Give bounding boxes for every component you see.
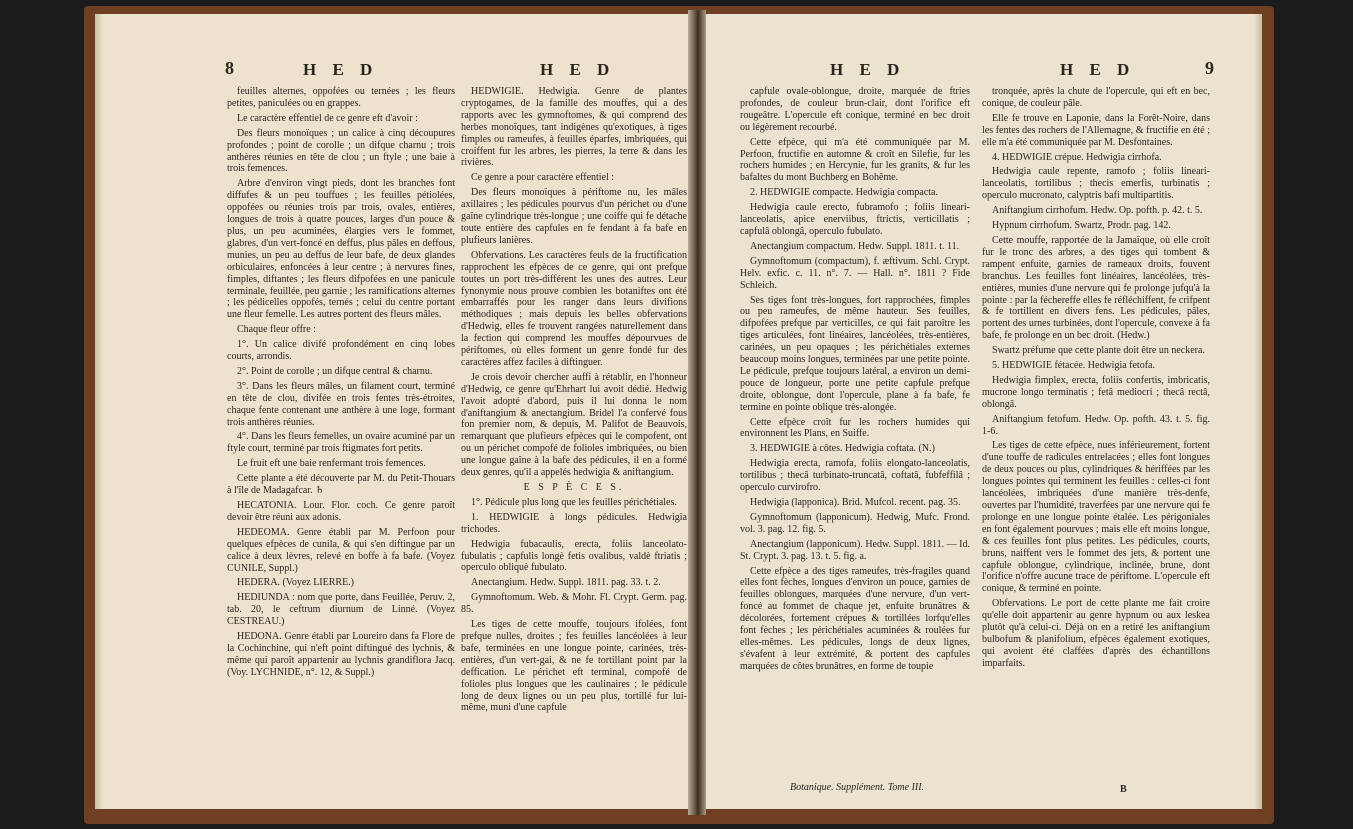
- paragraph: Les tiges de cette efpèce, nues inférieurement, fortent d'une touffe de radicules entrelacées ; elles font longues de deux pouces ou plus, cylindriques & hériffées par les longues pointes qui terminent les feuilles : celles-ci font lancéolées, imbriquées d'une manière très-denfe, ouvertes par l'humidité, traverfées par une nervure qui fe prolonge en une longue pointe étalée. Les périgoniales en font également pourvues ; mais elle eft moins longue, & ces feuilles font plus petites. Les pédicules, courts, bruns, naiffent vers le fommet des jets, & portent une capfule oblongue, cylindrique, inclinée, brune, dont l'orifice n'offre aucune trace de périftome. L'opercule eft conique, & terminé en pointe.: [982, 440, 1210, 595]
- paragraph: Des fleurs monoïques à périftome nu, les mâles axillaires ; les pédicules pourvus d'un périchet ou d'une gaîne cylindrique très-longue ; une coiffe qui fe détache toute entière des capfules en fe fendant à fa bafe en plufieurs lanières.: [461, 187, 687, 246]
- left-page-edge: [95, 14, 103, 809]
- paragraph: Le fruit eft une baie renfermant trois femences.: [237, 458, 426, 470]
- paragraph: 1. HEDWIGIE à longs pédicules. Hedwigia trichodes.: [461, 511, 687, 535]
- right-page-column-2: [982, 86, 1210, 673]
- paragraph: 1°. Pédicule plus long que les feuilles périchétiales.: [471, 496, 677, 508]
- paragraph: 4°. Dans les fleurs femelles, un ovaire acuminé par un ftyle court, terminé par trois ftigmates fort petits.: [227, 431, 455, 455]
- paragraph: Hedwigia caule erecto, fubramofo ; foliis lineari-lanceolatis, apice enerviibus, ftrictis, verticillatis ; capfulâ oblongâ, operculo fubulato.: [740, 202, 970, 237]
- paragraph: Les tiges de cette mouffe, toujours ifolées, font prefque nulles, droites ; fes feuilles lancéolées à leur bafe, terminées en une longue pointe, carinées, très-entières, d'un vert-gai, & ne fe tortillant point par la deffication. Le périchet eft terminal, compofé de folioles plus longues que les caulinaires ; le pédicule long de deux lignes ou un peu plus, tortillé fur lui-même, muni d'une capfule: [461, 619, 687, 714]
- paragraph: 5. HEDWIGIE fétacée. Hedwigia fetofa.: [992, 360, 1155, 372]
- paragraph: Le caractère effentiel de ce genre eft d'avoir :: [237, 112, 418, 124]
- paragraph: Anectangium (lapponicum). Hedw. Suppl. 1811. — Id. St. Crypt. 3. pag. 13. t. 5. fig. a.: [740, 538, 970, 562]
- paragraph: 3°. Dans les fleurs mâles, un filament court, terminé en tête de clou, divifée en trois fentes très-étroites, chaque fente contenant une anthère à une loge, formant trois anthères réunies.: [227, 380, 455, 428]
- paragraph: HECATONIA. Lour. Flor. coch. Ce genre paroît devoir être réuni aux adonis.: [227, 500, 455, 523]
- left-page-column-1: [227, 86, 455, 682]
- paragraph: Cette plante a été découverte par M. du Petit-Thouars à l'île de Madagafcar. ♄: [227, 473, 455, 497]
- paragraph: Hedwigia erecta, ramofa, foliis elongato-lanceolatis, tortilibus ; thecâ turbinato-truncatâ, coftatâ, fubfeffilâ ; operculo curvirofro.: [740, 458, 970, 494]
- book-gutter: [688, 10, 706, 815]
- paragraph: Anectangium compactum. Hedw. Suppl. 1811. t. 11.: [750, 240, 960, 252]
- paragraph: HEDWIGIE. Hedwigia. Genre de plantes cryptogames, de la famille des mouffes, qui a des rapports avec les gymnoftomes, & qui comprend des herbes monoïques, tant indigènes qu'exotiques, à tiges fimples ou rameufes, à feuilles éparfes, imbriquées, qui croiffent fur les arbres, les pierres, la terre & dans les rivières.: [461, 86, 687, 169]
- paragraph: HEDERA. (Voyez LIERRE.): [237, 577, 355, 589]
- paragraph: Gymnoftomum. Web. & Mohr. Fl. Crypt. Germ. pag. 85.: [461, 592, 687, 616]
- paragraph: Obfervations. Les caractères feuls de la fructification rapprochent les efpèces de ce genre, qui ont prefque toutes un port très-différent les unes des autres. Leur fynonymie nous prouve combien les botaniftes ont été embarraffés pour les ranger dans leurs divifions méthodiques ; mais depuis les belles obfervations d'Hedwig, elles fe trouvent rangées naturellement dans la fection qui comprend les mouffes dépourvues de périftomes, où elles forment un genre fondé fur des caractères affez faciles à diftinguer.: [461, 249, 687, 368]
- paragraph: tronquée, après la chute de l'opercule, qui eft en bec, conique, de couleur pâle.: [982, 86, 1210, 109]
- right-page-column-1: [740, 86, 970, 676]
- paragraph: Anectangium. Hedw. Suppl. 1811. pag. 33. t. 2.: [471, 577, 661, 589]
- paragraph: Hedwigia fubacaulis, erecta, foliis lanceolato-fubulatis ; capfulis longè fetis ovalibus, valdè ftriatis ; operculo obliquè fubulato.: [461, 538, 687, 574]
- paragraph: Hedwigia (lapponica). Brid. Mufcol. recent. pag. 35.: [750, 497, 961, 508]
- page-footer: Botanique. Supplément. Tome III.: [790, 782, 925, 793]
- running-header-right-col2: H E D: [1060, 60, 1136, 79]
- paragraph: E S P È C E S.: [523, 482, 625, 493]
- paragraph: Gymnoftomum (lapponicum). Hedwig, Mufc. Frond. vol. 3. pag. 12. fig. 5.: [740, 511, 970, 535]
- paragraph: Cette efpèce croît fur les rochers humides qui environnent les Plans, en Suiffe.: [740, 416, 970, 440]
- page-number-left: 8: [225, 58, 234, 78]
- paragraph: HEDIUNDA : nom que porte, dans Feuillée, Peruv. 2, tab. 20, le ceftrum diurnum de Linné. (Voyez CESTREAU.): [227, 592, 455, 628]
- paragraph: Ses tiges font très-longues, fort rapprochées, fimples ou peu rameufes, de même hauteur. Ses feuilles, difpofées prefque par verticilles, ce qui fait paroître les tiges articulées, font linéaires, lancéolées, très-entières, carinées, un peu opaques ; les périchétiales externes beaucoup moins longues, terminées par une petite pointe. Le pédicule, prefque toujours latéral, a environ un demi-pouce de longueur, porte une petite capfule prefque droite, oblongue, dont l'opercule, plane à fa bafe, fe termine en pointe oblique très-alongée.: [740, 294, 970, 413]
- left-page: [95, 14, 691, 809]
- paragraph: 2. HEDWIGIE compacte. Hedwigia compacta.: [750, 187, 938, 199]
- paragraph: Hedwigia caule repente, ramofo ; foliis lineari-lanceolatis, tortilibus ; thecis emerfis, turbinatis ; operculo mucronato, calyptris bafi multipartitis.: [982, 166, 1210, 202]
- paragraph: Hedwigia fimplex, erecta, foliis confertis, imbricatis, mucrone longo terminatis ; fetâ mediocri ; thecâ rectâ, oblongâ.: [982, 374, 1210, 410]
- right-page: [700, 14, 1262, 809]
- paragraph: Elle fe trouve en Laponie, dans la Forêt-Noire, dans les fentes des rochers de l'Allemagne, & fructifie en été ; elle m'a été communiquée par M. Desfontaines.: [982, 112, 1210, 148]
- paragraph: Je crois devoir chercher auffi à rétablir, en l'honneur d'Hedwig, ce genre qu'Ehrhart lui avoit dédié. Hedwig l'avoit adopté d'abord, puis il lui donna le nom d'aniftangium & anectangium. Bridel l'a confervé fous fon premier nom, & depuis, M. Palifot de Beauvois, remarquant que plufieurs efpèces qui le compofent, ont ou un périchet compofé de folioles imbriquées, ou bien une longue gaîne à la bafe des pédicules, il en a formé deux genres, qu'il a appelés hedwigia & aniftangium.: [461, 371, 687, 479]
- paragraph: Cette efpèce a des tiges rameufes, très-fragiles quand elles font fèches, longues d'environ un pouce, garnies de feuilles oblongues, marquées d'une nervure, d'un vert-foncé au fommet de chaque jet, enfuite brunâtres & décolorées, fortement crépues & tortillées lorfqu'elles font fèches ; les périchétiales acuminées & roulées fur elles-mêmes. Les pédicules, longs de deux lignes, s'évafent à leur extrémité, & portent des capfules marquées de côtes brunâtres, en forme de toupie: [740, 565, 970, 672]
- running-header-left-col2: H E D: [540, 60, 616, 79]
- signature-mark: B: [1120, 784, 1127, 795]
- paragraph: Chaque fleur offre :: [237, 324, 316, 336]
- paragraph: Aniftangium fetofum. Hedw. Op. pofth. 43. t. 5. fig. 1-6.: [982, 413, 1210, 437]
- paragraph: 1°. Un calice divifé profondément en cinq lobes courts, arrondis.: [227, 339, 455, 363]
- running-header-right-col1: H E D: [830, 60, 906, 79]
- paragraph: Des fleurs monoïques ; un calice à cinq découpures profondes ; point de corolle ; un difque charnu ; trois anthères réunies en tête de clou ; un ftyle ; une baie à trois femences.: [227, 127, 455, 175]
- paragraph: Swartz préfume que cette plante doit être un neckera.: [992, 345, 1205, 357]
- paragraph: Cette efpèce, qui m'a été communiquée par M. Perfoon, fructifie en automne & croît en Silefie, fur les rochers humides ; en Hercynie, fur les granits, & fur les bafaltes du mont Buchberg en Bohême.: [740, 136, 970, 184]
- page-number-right: 9: [1205, 58, 1214, 78]
- paragraph: 4. HEDWIGIE crépue. Hedwigia cirrhofa.: [992, 151, 1162, 163]
- paragraph: feuilles alternes, oppofées ou ternées ; les fleurs petites, paniculées ou en grappes.: [227, 86, 455, 109]
- paragraph: capfule ovale-oblongue, droite, marquée de ftries profondes, de couleur brun-clair, dont l'orifice eft rougeâtre. L'opercule eft conique, terminé en bec droit ou légèrement recourbé.: [740, 86, 970, 133]
- right-page-edge: [1254, 14, 1262, 809]
- paragraph: Gymnoftomum (compactum), f. æftivum. Schl. Crypt. Helv. exfic. c. 11. n°. 7. — Hall. n°. 1811 ? Fide Schleich.: [740, 255, 970, 291]
- paragraph: Aniftangium cirrhofum. Hedw. Op. pofth. p. 42. t. 5.: [992, 205, 1203, 217]
- paragraph: Hypnum cirrhofum. Swartz, Prodr. pag. 142.: [992, 220, 1171, 232]
- running-header-left-col1: H E D: [303, 60, 379, 79]
- paragraph: Obfervations. Le port de cette plante me fait croire qu'elle doit appartenir au genre hypnum ou aux leskea plutôt qu'à celui-ci. Déjà on en a retiré les aniftangium bulbofum & planifolium, efpèces également exotiques, qui avoient été claffées d'après des échantillons imparfaits.: [982, 598, 1210, 669]
- paragraph: HEDONA. Genre établi par Loureiro dans fa Flore de la Cochinchine, qui n'eft point diftingué des lychnis, & même qui paroît appartenir au lychnis grandiflora Jacq. (Voy. LYCHNIDE, n°. 12, & Suppl.): [227, 631, 455, 678]
- paragraph: Ce genre a pour caractère effentiel :: [471, 172, 615, 184]
- left-page-column-2: [461, 86, 687, 717]
- paragraph: 2°. Point de corolle ; un difque central & charnu.: [237, 365, 433, 377]
- paragraph: Arbre d'environ vingt pieds, dont les branches font diffufes & un peu touffues ; les feuilles pétiolées, oppofées ou réunies trois par trois, ovales, entières, longues de trois à quatre pouces, larges d'un pouce & plus, un peu acuminées, élargies vers le fommet, glabres, d'un vert-foncé en deffus, plus pâles en deffous, munies, un peu au deffus de leur bafe, de deux glandes orbiculaires, enfoncées à leur centre ; à nervures fines, fimples, diftantes ; les fleurs difpofées en une panicule terminale, feuillée, peu garnie ; les ramifications alternes ; les pédicelles oppofés, ternés ; celui du centre portant une fleur femelle. Les autres portent des fleurs mâles.: [227, 178, 455, 321]
- paragraph: HEDEOMA. Genre établi par M. Perfoon pour quelques efpèces de cunila, & qui s'en diftingue par un calice à deux lèvres, relevé en boffe à fa bafe. (Voyez CUNILE, Suppl.): [227, 526, 455, 574]
- paragraph: Cette mouffe, rapportée de la Jamaïque, où elle croît fur le tronc des arbres, a des tiges qui tombent & rampent enfuite, garnies de rameaux droits, fouvent branchus. Les feuilles font linéaires, lancéolées, très-entières, munies d'une nervure qui fe prolonge jufqu'à la pointe : par la féchereffe elles fe réfléchiffent, fe crifpent & fe tortillent en divers fens. Les pédicules, pâles, portent des urnes turbinées, dont l'opercule, convexe à fa bafe, fe prolonge en un bec droit. (Hedw.): [982, 234, 1210, 342]
- paragraph: 3. HEDWIGIE à côtes. Hedwigia coftata. (N.): [750, 443, 935, 455]
